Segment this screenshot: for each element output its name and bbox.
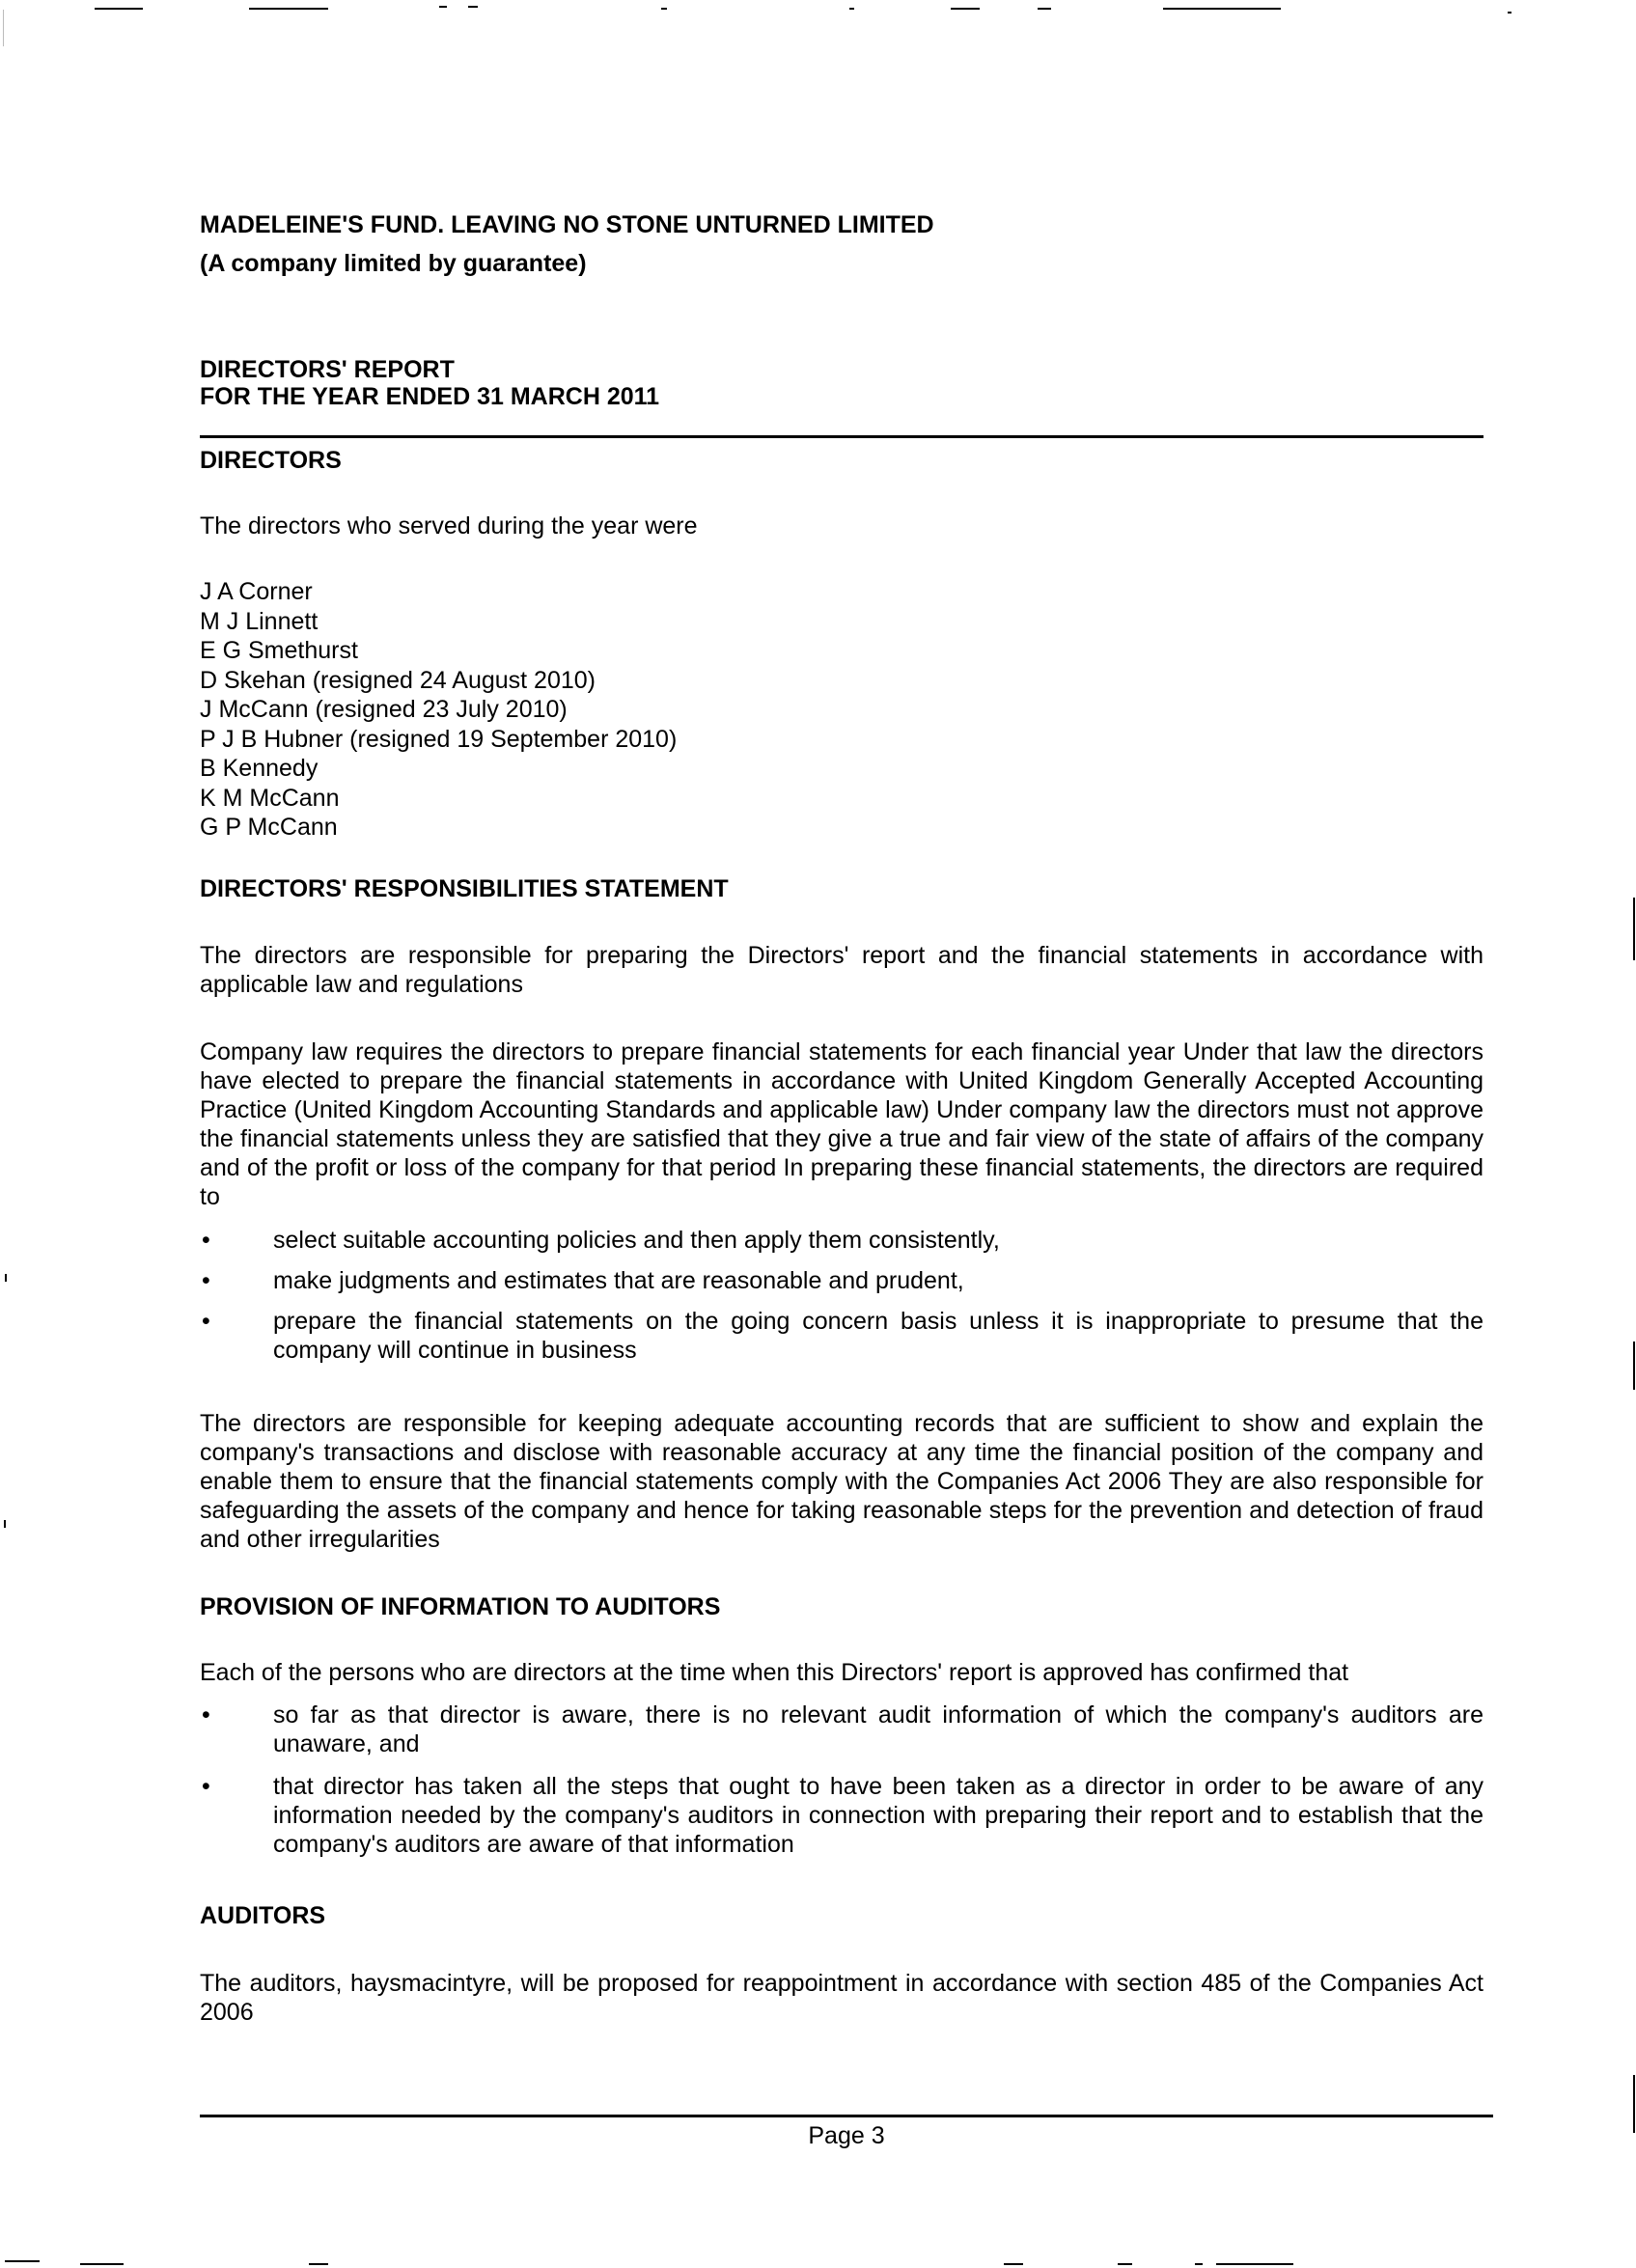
director-name: J McCann (resigned 23 July 2010): [200, 696, 568, 723]
bullet-text: select suitable accounting policies and then apply them consistently,: [273, 1227, 1000, 1254]
company-type: (A company limited by guarantee): [200, 250, 587, 277]
scan-artifact: [1216, 2263, 1293, 2265]
footer-divider: [200, 2115, 1493, 2117]
bullet-item: [200, 1307, 1483, 1365]
bullet-text: make judgments and estimates that are reasonable and prudent,: [273, 1267, 964, 1294]
scan-artifact: [309, 2263, 328, 2265]
auditors-text: The auditors, haysmacintyre, will be proposed for reappointment in accordance with section 485 of the Companies Act 2006: [200, 1970, 1483, 2026]
scan-artifact: [1038, 8, 1051, 10]
bullet-text: that director has taken all the steps that ought to have been taken as a director in order to be aware of any information needed by the company's auditors in connection with preparing their report and to establish that the company's auditors are aware of that information: [273, 1773, 1483, 1858]
director-name: G P McCann: [200, 814, 338, 841]
scan-artifact: [439, 6, 447, 8]
director-name: D Skehan (resigned 24 August 2010): [200, 666, 596, 694]
scan-artifact: [468, 6, 478, 8]
director-name: B Kennedy: [200, 755, 319, 782]
responsibilities-para-2: Company law requires the directors to prepare financial statements for each financial year Under that law the directors have elected to prepare the financial statements in accordance with United Kingdom Generally Accepted Accounting Practice (United Kingdom Accounting Standards and applicable law) Under company law the directors must not approve the financial statements unless they are satisfied that they give a true and fair view of the state of affairs of the company and of the profit or loss of the company for that period In preparing these financial statements, the directors are required to: [200, 1038, 1483, 1210]
provision-bullets: [200, 1701, 1483, 1859]
report-period: FOR THE YEAR ENDED 31 MARCH 2011: [200, 383, 660, 410]
bullet-text: prepare the financial statements on the going concern basis unless it is inappropriate to presume that the company will continue in business: [273, 1308, 1483, 1364]
scan-artifact: [4, 1520, 6, 1528]
scan-artifact: [1633, 898, 1635, 960]
director-name: E G Smethurst: [200, 637, 358, 664]
bullet-item: [200, 1226, 1483, 1255]
report-title: DIRECTORS' REPORT: [200, 356, 455, 383]
directors-intro: The directors who served during the year were: [200, 512, 698, 539]
bullet-icon: •: [202, 1308, 210, 1335]
bullet-icon: •: [202, 1267, 210, 1294]
scan-artifact: [80, 2263, 124, 2265]
bullet-icon: •: [202, 1773, 210, 1800]
scan-artifact: [1195, 2263, 1203, 2265]
scan-artifact: [249, 8, 328, 10]
scan-artifact: [1633, 1341, 1635, 1390]
responsibilities-bullets: [200, 1226, 1483, 1365]
director-name: J A Corner: [200, 578, 313, 605]
scan-artifact: [1004, 2263, 1023, 2265]
scan-artifact: [5, 1274, 7, 1282]
scan-artifact: [1163, 8, 1281, 10]
bullet-item: [200, 1266, 1483, 1295]
directors-list: [200, 577, 1483, 843]
page-number: Page 3: [808, 2122, 885, 2149]
bullet-item: [200, 1772, 1483, 1859]
responsibilities-heading: DIRECTORS' RESPONSIBILITIES STATEMENT: [200, 875, 729, 902]
scan-artifact: [1633, 2075, 1635, 2133]
scan-artifact: [951, 8, 980, 10]
bullet-item: [200, 1701, 1483, 1758]
scan-artifact: [3, 10, 4, 46]
scan-artifact: [661, 8, 667, 10]
provision-intro: Each of the persons who are directors at the time when this Directors' report is approved has confirmed that: [200, 1659, 1349, 1686]
bullet-text: so far as that director is aware, there is no relevant audit information of which the company's auditors are unaware, and: [273, 1701, 1483, 1757]
scan-artifact: [1118, 2263, 1132, 2265]
director-name: K M McCann: [200, 784, 340, 812]
bullet-icon: •: [202, 1701, 210, 1729]
scan-artifact: [849, 8, 854, 10]
auditors-heading: AUDITORS: [200, 1902, 326, 1929]
director-name: P J B Hubner (resigned 19 September 2010): [200, 725, 678, 753]
scan-artifact: [95, 8, 143, 10]
header-divider: [200, 435, 1483, 438]
responsibilities-para-1: The directors are responsible for preparing the Directors' report and the financial statements in accordance with applicable law and regulations: [200, 942, 1483, 998]
company-name: MADELEINE'S FUND. LEAVING NO STONE UNTURNED LIMITED: [200, 211, 934, 238]
scan-artifact: [5, 2260, 40, 2262]
director-name: M J Linnett: [200, 607, 319, 635]
scan-artifact: [1508, 12, 1511, 14]
bullet-icon: •: [202, 1227, 210, 1254]
directors-heading: DIRECTORS: [200, 447, 342, 474]
provision-heading: PROVISION OF INFORMATION TO AUDITORS: [200, 1593, 721, 1620]
responsibilities-para-3: The directors are responsible for keeping adequate accounting records that are sufficient to show and explain the company's transactions and disclose with reasonable accuracy at any time the financial position of the company and enable them to ensure that the financial statements comply with the Companies Act 2006 They are also responsible for safeguarding the assets of the company and hence for taking reasonable steps for the prevention and detection of fraud and other irregularities: [200, 1410, 1483, 1553]
